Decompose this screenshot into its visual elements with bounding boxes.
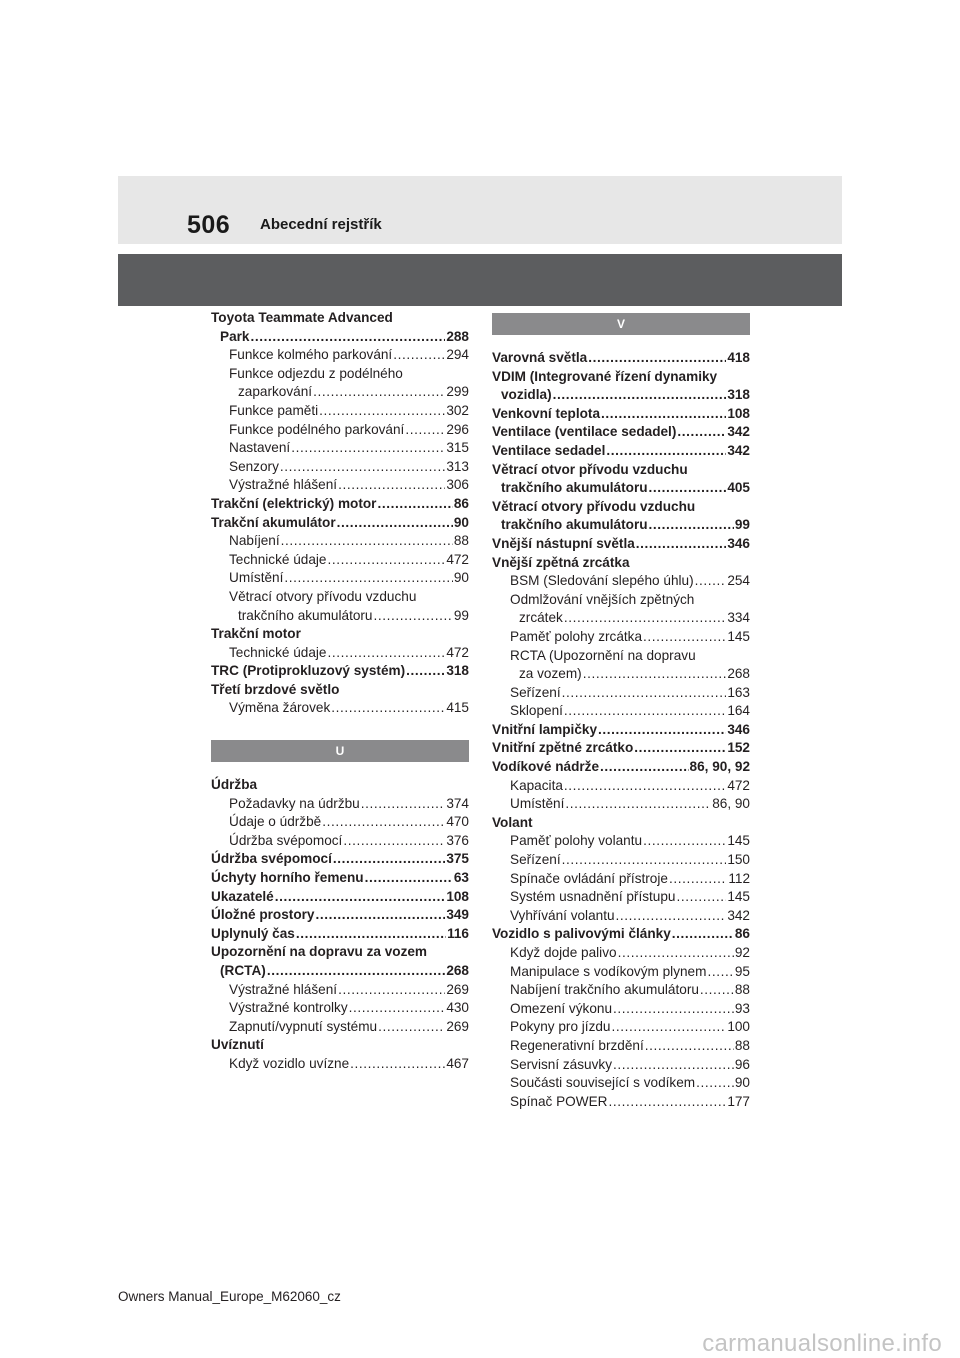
dot-leader bbox=[695, 572, 727, 591]
dot-leader bbox=[377, 495, 452, 514]
page-ref: 315 bbox=[446, 440, 469, 456]
dot-leader bbox=[643, 628, 726, 647]
index-term: Větrací otvory přívodu vzduchu bbox=[492, 498, 696, 514]
dot-leader bbox=[564, 702, 726, 721]
index-entry bbox=[211, 813, 469, 832]
dot-leader bbox=[337, 514, 453, 533]
index-term: Trakční akumulátor bbox=[211, 514, 336, 530]
page-ref: 472 bbox=[446, 551, 469, 567]
index-term: trakčního akumulátoru bbox=[501, 517, 648, 533]
index-entry bbox=[211, 832, 469, 851]
page-ref: 342 bbox=[727, 907, 750, 923]
page-ref: 86 bbox=[734, 926, 750, 942]
index-term: Větrací otvor přívodu vzduchu bbox=[492, 461, 688, 477]
dot-leader bbox=[643, 832, 726, 851]
index-term: Nabíjení trakčního akumulátoru bbox=[510, 982, 699, 998]
page-ref: 100 bbox=[727, 1019, 750, 1035]
index-term: Senzory bbox=[229, 458, 279, 474]
index-term: Údržba bbox=[211, 777, 258, 793]
dot-leader bbox=[562, 851, 727, 870]
dot-leader bbox=[284, 569, 452, 588]
dot-leader bbox=[600, 758, 689, 777]
index-entry bbox=[211, 699, 469, 718]
dot-leader bbox=[333, 850, 445, 869]
page-ref: 288 bbox=[446, 328, 469, 344]
page-ref: 92 bbox=[734, 945, 750, 960]
index-term: Funkce podélného parkování bbox=[229, 421, 405, 437]
index-entry bbox=[492, 832, 750, 851]
index-term: Umístění bbox=[229, 570, 284, 586]
index-term: Nabíjení bbox=[229, 533, 280, 549]
dot-leader bbox=[588, 349, 726, 368]
index-group-v bbox=[492, 349, 750, 1111]
dot-leader bbox=[405, 421, 445, 440]
dot-leader bbox=[393, 346, 445, 365]
index-term: zrcátek bbox=[519, 610, 563, 626]
page-ref: 415 bbox=[446, 700, 469, 716]
index-entry bbox=[211, 644, 469, 663]
index-entry bbox=[492, 609, 750, 628]
dot-leader bbox=[315, 906, 445, 925]
dot-leader bbox=[313, 383, 445, 402]
index-entry bbox=[492, 591, 750, 610]
dot-leader bbox=[606, 442, 726, 461]
index-term: Kapacita bbox=[510, 777, 563, 793]
page-ref: 90 bbox=[453, 570, 469, 586]
page-ref: 86, 90 bbox=[712, 796, 750, 812]
index-entry bbox=[492, 702, 750, 721]
index-term: RCTA (Upozornění na dopravu bbox=[510, 647, 696, 663]
index-term: zaparkování bbox=[238, 384, 313, 400]
index-group-u bbox=[211, 776, 469, 1074]
index-entry bbox=[492, 888, 750, 907]
page-ref: 145 bbox=[727, 889, 750, 905]
index-term: Regenerativní brzdění bbox=[510, 1037, 644, 1053]
index-term: Pokyny pro jízdu bbox=[510, 1019, 611, 1035]
dot-leader bbox=[378, 1018, 445, 1037]
page-ref: 112 bbox=[728, 870, 750, 886]
index-entry bbox=[492, 814, 750, 833]
dot-leader bbox=[350, 1055, 445, 1074]
index-entry bbox=[492, 925, 750, 944]
index-entry bbox=[492, 479, 750, 498]
page-ref: 342 bbox=[727, 424, 750, 440]
index-entry bbox=[492, 758, 750, 777]
dot-leader bbox=[338, 981, 445, 1000]
index-term: Výstražné hlášení bbox=[229, 477, 338, 493]
index-term: Výstražné hlášení bbox=[229, 981, 338, 997]
index-term: Seřízení bbox=[510, 852, 561, 868]
index-entry bbox=[211, 569, 469, 588]
dot-leader bbox=[322, 813, 445, 832]
index-entry bbox=[211, 1018, 469, 1037]
dot-leader bbox=[613, 1000, 734, 1019]
dot-leader bbox=[331, 699, 445, 718]
page-ref: 299 bbox=[446, 384, 469, 400]
page-ref: 269 bbox=[446, 1018, 469, 1034]
index-entry bbox=[211, 925, 469, 944]
page-ref: 294 bbox=[446, 347, 469, 363]
section-title: Abecední rejstřík bbox=[260, 216, 382, 233]
index-term: Paměť polohy zrcátka bbox=[510, 628, 643, 644]
index-term: Výměna žárovek bbox=[229, 700, 331, 716]
page-ref: 313 bbox=[446, 458, 469, 474]
index-entry bbox=[211, 981, 469, 1000]
index-column-right bbox=[492, 313, 750, 1111]
index-entry bbox=[492, 1037, 750, 1056]
dot-leader bbox=[612, 1018, 727, 1037]
dot-leader bbox=[677, 423, 726, 442]
page-ref: 296 bbox=[446, 421, 469, 437]
index-entry bbox=[492, 944, 750, 963]
page-ref: 164 bbox=[727, 703, 750, 719]
index-entry bbox=[492, 851, 750, 870]
index-entry bbox=[492, 516, 750, 535]
index-term: Ventilace (ventilace sedadel) bbox=[492, 424, 677, 440]
page-ref: 152 bbox=[727, 740, 750, 756]
index-term: Park bbox=[220, 328, 250, 344]
index-entry bbox=[211, 532, 469, 551]
dot-leader bbox=[707, 963, 733, 982]
index-entry bbox=[492, 795, 750, 814]
index-entry bbox=[492, 423, 750, 442]
page-ref: 93 bbox=[734, 1000, 750, 1016]
index-entry bbox=[211, 421, 469, 440]
page-ref: 334 bbox=[727, 610, 750, 626]
dot-leader bbox=[338, 476, 445, 495]
index-term: Trakční (elektrický) motor bbox=[211, 495, 377, 511]
index-term: Vnitřní zpětné zrcátko bbox=[492, 740, 634, 756]
index-entry bbox=[492, 1093, 750, 1112]
index-entry bbox=[492, 386, 750, 405]
index-entry bbox=[492, 665, 750, 684]
index-entry bbox=[492, 349, 750, 368]
index-term: Uplynulý čas bbox=[211, 925, 295, 941]
index-term: Toyota Teammate Advanced bbox=[211, 310, 393, 325]
index-entry bbox=[492, 535, 750, 554]
index-term: vozidla) bbox=[501, 387, 552, 403]
page-ref: 318 bbox=[446, 663, 469, 679]
index-entry bbox=[492, 963, 750, 982]
index-term: BSM (Sledování slepého úhlu) bbox=[510, 573, 694, 589]
page-ref: 374 bbox=[446, 795, 469, 811]
page-ref: 99 bbox=[734, 517, 750, 533]
index-entry bbox=[211, 402, 469, 421]
index-term: Systém usnadnění přístupu bbox=[510, 889, 676, 905]
index-term: Třetí brzdové světlo bbox=[211, 681, 340, 697]
dot-leader bbox=[296, 925, 446, 944]
index-entry bbox=[211, 662, 469, 681]
page-ref: 108 bbox=[446, 888, 469, 904]
dot-leader bbox=[328, 551, 446, 570]
dot-leader bbox=[361, 795, 446, 814]
page-ref: 86, 90, 92 bbox=[689, 759, 750, 775]
index-term: Když dojde palivo bbox=[510, 945, 617, 960]
page-ref: 306 bbox=[446, 477, 469, 493]
page-ref: 405 bbox=[727, 480, 750, 496]
index-entry bbox=[211, 776, 469, 795]
index-entry bbox=[492, 461, 750, 480]
index-entry bbox=[211, 607, 469, 626]
index-term: Součásti související s vodíkem bbox=[510, 1075, 696, 1091]
watermark: carmanualsonline.info bbox=[702, 1330, 942, 1357]
index-term: Ventilace sedadel bbox=[492, 442, 606, 458]
index-entry bbox=[211, 850, 469, 869]
letter-heading-u: U bbox=[211, 740, 469, 762]
index-term: Technické údaje bbox=[229, 644, 327, 660]
index-column-left bbox=[211, 309, 469, 1074]
dot-leader bbox=[319, 402, 445, 421]
index-term: Umístění bbox=[510, 796, 565, 812]
index-entry bbox=[492, 647, 750, 666]
index-term: Volant bbox=[492, 814, 533, 830]
index-entry bbox=[211, 514, 469, 533]
index-term: Údaje o údržbě bbox=[229, 814, 322, 830]
index-term: Funkce kolmého parkování bbox=[229, 347, 393, 363]
index-term: Vyhřívání volantu bbox=[510, 907, 615, 923]
index-term: (RCTA) bbox=[220, 963, 266, 978]
index-term: Manipulace s vodíkovým plynem bbox=[510, 963, 707, 979]
index-entry bbox=[211, 943, 469, 962]
dot-leader bbox=[634, 739, 726, 758]
dot-leader bbox=[562, 684, 727, 703]
dot-leader bbox=[328, 644, 446, 663]
index-entry bbox=[211, 328, 469, 347]
dot-leader bbox=[250, 328, 445, 347]
index-term: trakčního akumulátoru bbox=[501, 480, 648, 496]
page-ref: 150 bbox=[727, 852, 750, 868]
dot-leader bbox=[565, 795, 711, 814]
page-ref: 268 bbox=[446, 963, 469, 978]
index-term: Spínače ovládání přístroje bbox=[510, 870, 668, 886]
page-ref: 88 bbox=[734, 982, 750, 998]
index-entry bbox=[211, 365, 469, 384]
index-entry bbox=[492, 721, 750, 740]
page-ref: 346 bbox=[727, 535, 750, 551]
index-entry bbox=[211, 346, 469, 365]
page-ref: 163 bbox=[727, 684, 750, 700]
index-entry bbox=[492, 907, 750, 926]
index-term: Servisní zásuvky bbox=[510, 1056, 612, 1072]
footer-text: Owners Manual_Europe_M62060_cz bbox=[118, 1289, 341, 1304]
dot-leader bbox=[616, 907, 727, 926]
index-entry bbox=[211, 495, 469, 514]
dot-leader bbox=[598, 721, 726, 740]
page-ref: 86 bbox=[453, 495, 469, 511]
page-ref: 418 bbox=[727, 350, 750, 365]
dot-leader bbox=[267, 962, 446, 981]
page-ref: 472 bbox=[446, 644, 469, 660]
index-term: Venkovní teplota bbox=[492, 405, 601, 421]
index-entry bbox=[492, 739, 750, 758]
index-entry bbox=[211, 588, 469, 607]
page-ref: 88 bbox=[734, 1037, 750, 1053]
index-entry bbox=[211, 551, 469, 570]
index-term: Údržba svépomocí bbox=[211, 851, 332, 867]
dot-leader bbox=[564, 777, 726, 796]
page-ref: 302 bbox=[446, 402, 469, 418]
dot-leader bbox=[613, 1056, 734, 1075]
page-ref: 318 bbox=[727, 387, 750, 403]
index-term: Varovná světla bbox=[492, 350, 588, 365]
dot-leader bbox=[374, 607, 453, 626]
index-term: Vnější nástupní světla bbox=[492, 535, 635, 551]
page-ref: 145 bbox=[727, 833, 750, 849]
index-entry bbox=[492, 870, 750, 889]
page-ref: 108 bbox=[727, 405, 750, 421]
index-entry bbox=[211, 888, 469, 907]
index-entry bbox=[492, 498, 750, 517]
index-term: Funkce odjezdu z podélného bbox=[229, 365, 403, 381]
dot-leader bbox=[672, 925, 734, 944]
index-entry bbox=[492, 628, 750, 647]
dot-leader bbox=[553, 386, 727, 405]
index-term: Paměť polohy volantu bbox=[510, 833, 643, 849]
page-ref: 88 bbox=[453, 533, 469, 549]
index-term: Technické údaje bbox=[229, 551, 327, 567]
dot-leader bbox=[601, 405, 726, 424]
page-ref: 269 bbox=[446, 981, 469, 997]
dot-leader bbox=[618, 944, 734, 963]
index-entry bbox=[492, 684, 750, 703]
index-entry bbox=[211, 869, 469, 888]
index-term: TRC (Protiprokluzový systém) bbox=[211, 663, 406, 679]
index-entry bbox=[211, 309, 469, 328]
dot-leader bbox=[700, 981, 734, 1000]
page-ref: 145 bbox=[727, 628, 750, 644]
index-term: trakčního akumulátoru bbox=[238, 607, 373, 623]
index-term: Vodíkové nádrže bbox=[492, 759, 600, 775]
index-term: Seřízení bbox=[510, 684, 561, 700]
page-ref: 376 bbox=[446, 832, 469, 848]
index-term: Údržba svépomocí bbox=[229, 832, 343, 848]
index-term: Spínač POWER bbox=[510, 1093, 608, 1109]
letter-heading-v: V bbox=[492, 313, 750, 335]
index-term: Zapnutí/vypnutí systému bbox=[229, 1018, 378, 1034]
index-entry bbox=[211, 625, 469, 644]
page-ref: 177 bbox=[727, 1093, 750, 1109]
index-entry bbox=[211, 999, 469, 1018]
dot-leader bbox=[406, 662, 445, 681]
index-term: Trakční motor bbox=[211, 626, 301, 642]
page-ref: 90 bbox=[453, 514, 469, 530]
dot-leader bbox=[291, 439, 445, 458]
page-ref: 472 bbox=[727, 777, 750, 793]
dot-leader bbox=[669, 870, 727, 889]
index-group-t bbox=[211, 309, 469, 718]
index-term: Omezení výkonu bbox=[510, 1000, 612, 1016]
index-term: Sklopení bbox=[510, 703, 563, 719]
index-term: Nastavení bbox=[229, 440, 291, 456]
index-term: za vozem) bbox=[519, 666, 582, 682]
dot-leader bbox=[636, 535, 727, 554]
index-term: Když vozidlo uvízne bbox=[229, 1055, 350, 1071]
page-ref: 268 bbox=[727, 666, 750, 682]
page-ref: 116 bbox=[447, 925, 469, 941]
index-term: Funkce paměti bbox=[229, 402, 319, 418]
index-term: Odmlžování vnějších zpětných bbox=[510, 591, 695, 607]
dot-leader bbox=[280, 458, 445, 477]
page-ref: 375 bbox=[446, 851, 469, 867]
index-term: Uvíznutí bbox=[211, 1037, 264, 1053]
dot-leader bbox=[583, 665, 727, 684]
index-entry bbox=[492, 405, 750, 424]
index-term: Upozornění na dopravu za vozem bbox=[211, 944, 428, 960]
dot-leader bbox=[696, 1074, 734, 1093]
index-entry bbox=[492, 1018, 750, 1037]
page-ref: 96 bbox=[734, 1056, 750, 1072]
page-ref: 63 bbox=[453, 870, 469, 886]
index-entry bbox=[492, 368, 750, 387]
index-term: Úchyty horního řemenu bbox=[211, 870, 364, 886]
index-entry bbox=[211, 1055, 469, 1074]
index-entry bbox=[211, 962, 469, 981]
dot-leader bbox=[649, 479, 727, 498]
header-dark-band bbox=[118, 254, 842, 306]
dot-leader bbox=[349, 999, 446, 1018]
page-ref: 467 bbox=[446, 1055, 469, 1071]
index-term: VDIM (Integrované řízení dynamiky bbox=[492, 368, 718, 384]
page-ref: 430 bbox=[446, 1000, 469, 1016]
dot-leader bbox=[608, 1093, 726, 1112]
index-term: Požadavky na údržbu bbox=[229, 795, 360, 811]
index-entry bbox=[492, 442, 750, 461]
index-entry bbox=[492, 1056, 750, 1075]
index-entry bbox=[211, 439, 469, 458]
index-entry bbox=[211, 476, 469, 495]
page-ref: 342 bbox=[727, 442, 750, 458]
dot-leader bbox=[275, 888, 446, 907]
index-term: Vnější zpětná zrcátka bbox=[492, 554, 630, 570]
index-entry bbox=[211, 681, 469, 700]
index-term: Výstražné kontrolky bbox=[229, 1000, 348, 1016]
index-entry bbox=[492, 981, 750, 1000]
index-term: Úložné prostory bbox=[211, 907, 315, 923]
dot-leader bbox=[365, 869, 453, 888]
dot-leader bbox=[649, 516, 734, 535]
index-entry bbox=[211, 458, 469, 477]
index-entry bbox=[492, 777, 750, 796]
index-entry bbox=[211, 383, 469, 402]
index-term: Vnitřní lampičky bbox=[492, 721, 598, 737]
index-entry bbox=[211, 906, 469, 925]
index-entry bbox=[211, 795, 469, 814]
page-ref: 346 bbox=[727, 721, 750, 737]
index-term: Vozidlo s palivovými články bbox=[492, 926, 671, 942]
page-number: 506 bbox=[187, 211, 231, 239]
page-ref: 470 bbox=[446, 814, 469, 830]
page-ref: 254 bbox=[727, 573, 750, 589]
index-entry bbox=[211, 1036, 469, 1055]
index-term: Větrací otvory přívodu vzduchu bbox=[229, 588, 417, 604]
dot-leader bbox=[645, 1037, 734, 1056]
page-ref: 90 bbox=[734, 1075, 750, 1091]
index-entry bbox=[492, 554, 750, 573]
index-entry bbox=[492, 1000, 750, 1019]
dot-leader bbox=[564, 609, 726, 628]
dot-leader bbox=[677, 888, 727, 907]
page-ref: 99 bbox=[453, 607, 469, 623]
dot-leader bbox=[281, 532, 453, 551]
page-ref: 95 bbox=[734, 963, 750, 979]
index-term: Ukazatelé bbox=[211, 888, 274, 904]
page-ref: 349 bbox=[446, 907, 469, 923]
index-entry bbox=[492, 572, 750, 591]
dot-leader bbox=[343, 832, 445, 851]
index-entry bbox=[492, 1074, 750, 1093]
